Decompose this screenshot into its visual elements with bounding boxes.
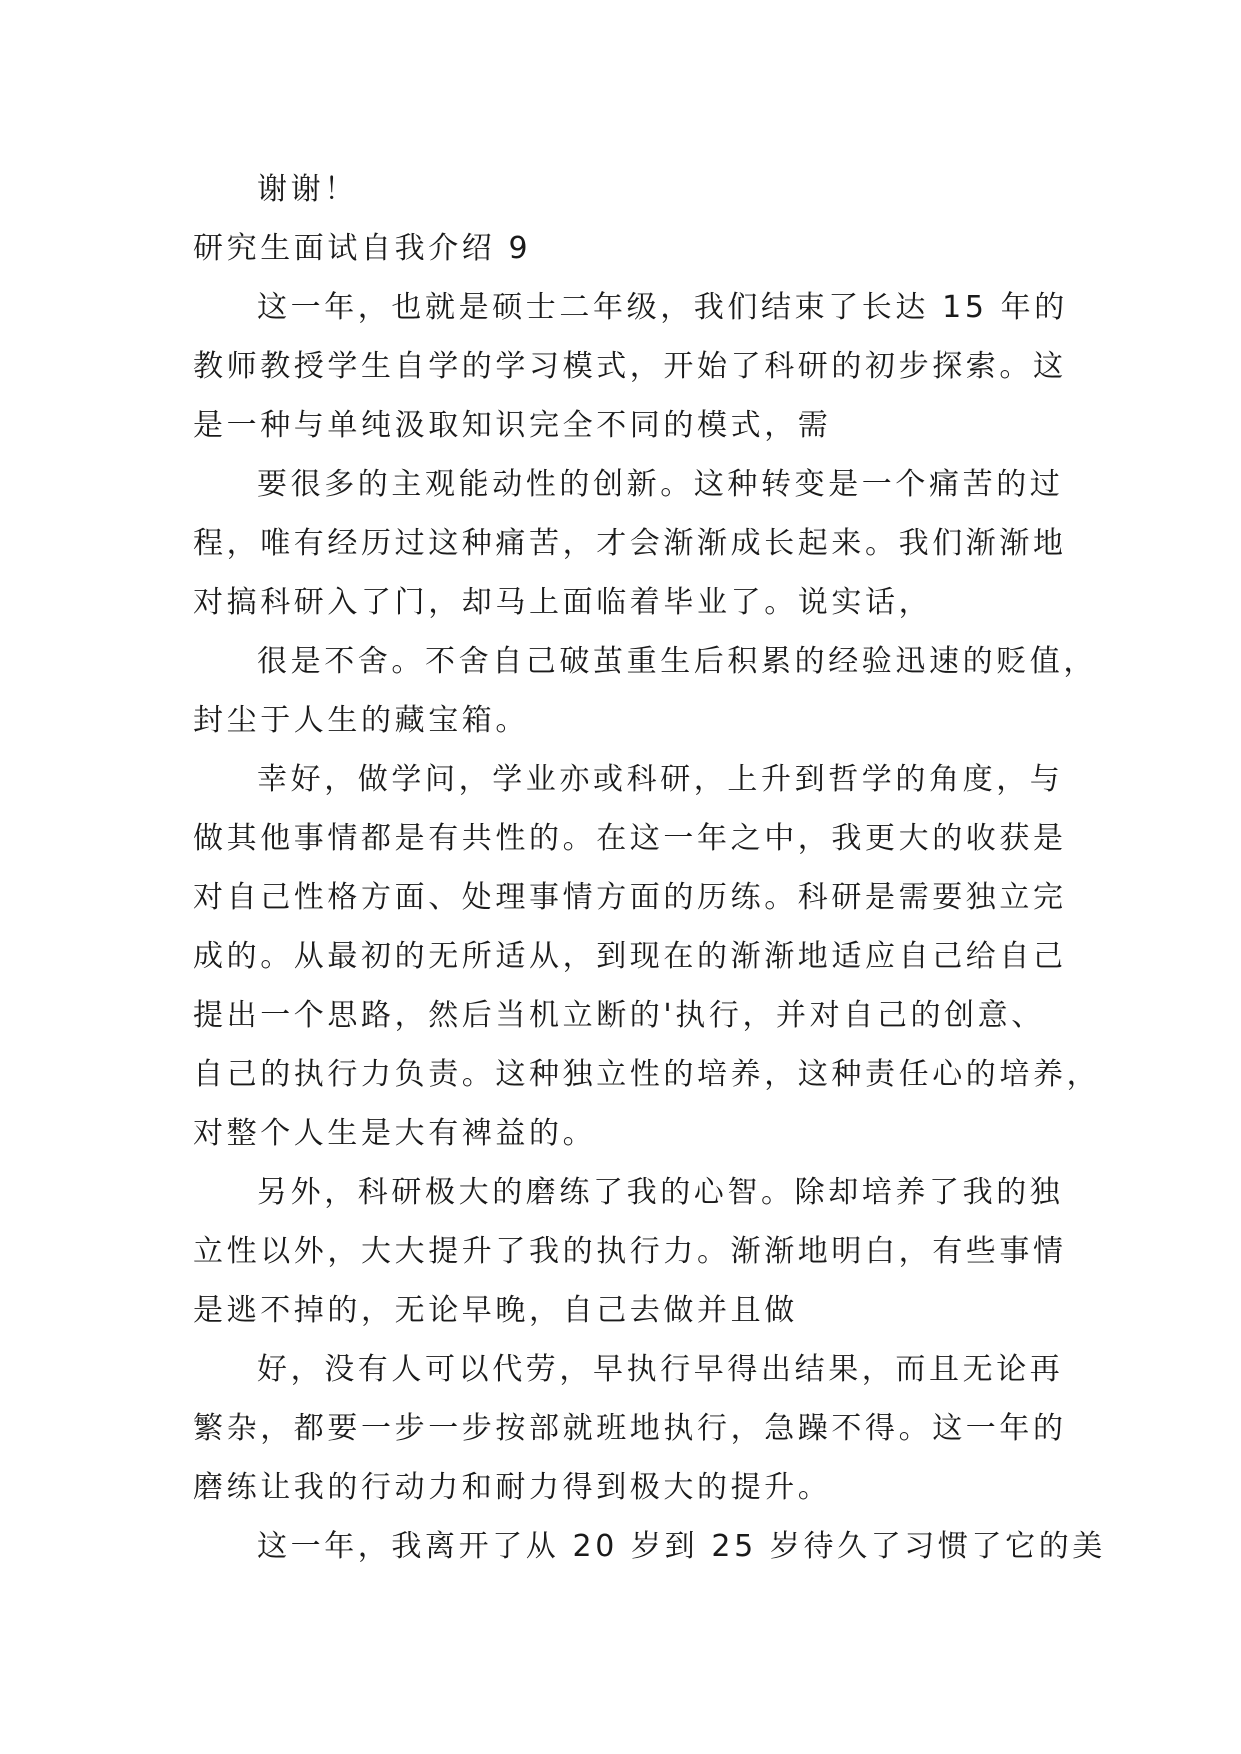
paragraph-line: 另外，科研极大的磨练了我的心智。除却培养了我的独 <box>257 1175 1064 1210</box>
paragraph-line: 很是不舍。不舍自己破茧重生后积累的经验迅速的贬值， <box>257 644 1097 679</box>
paragraph-line: 繁杂，都要一步一步按部就班地执行，急躁不得。这一年的 <box>193 1411 1067 1446</box>
paragraph-line: 对整个人生是大有裨益的。 <box>193 1116 597 1151</box>
paragraph-3 <box>193 632 1097 750</box>
paragraph-1 <box>193 278 1068 455</box>
document-body <box>193 160 1106 1576</box>
paragraph-7 <box>193 1517 1106 1576</box>
paragraph-line: 是逃不掉的，无论早晚，自己去做并且做 <box>193 1293 798 1328</box>
paragraph-line: 自己的执行力负责。这种独立性的培养，这种责任心的培养， <box>193 1057 1101 1092</box>
paragraph-line: 这一年，我离开了从 20 岁到 25 岁待久了习惯了它的美 <box>257 1529 1106 1564</box>
paragraph-line: 幸好，做学问，学业亦或科研，上升到哲学的角度，与 <box>257 762 1064 797</box>
paragraph-line: 程，唯有经历过这种痛苦，才会渐渐成长起来。我们渐渐地 <box>193 526 1067 561</box>
paragraph-line: 教师教授学生自学的学习模式，开始了科研的初步探索。这 <box>193 349 1067 384</box>
paragraph-line: 立性以外，大大提升了我的执行力。渐渐地明白，有些事情 <box>193 1234 1067 1269</box>
paragraph-2 <box>193 455 1067 632</box>
paragraph-line: 好，没有人可以代劳，早执行早得出结果，而且无论再 <box>257 1352 1064 1387</box>
paragraph-6 <box>193 1340 1067 1517</box>
paragraph-5 <box>193 1163 1067 1340</box>
paragraph-line: 封尘于人生的藏宝箱。 <box>193 703 529 738</box>
closing-line: 谢谢！ <box>257 172 358 207</box>
paragraph-line: 这一年，也就是硕士二年级，我们结束了长达 15 年的 <box>257 290 1068 325</box>
paragraph-line: 是一种与单纯汲取知识完全不同的模式，需 <box>193 408 832 443</box>
section-title: 研究生面试自我介绍 9 <box>193 231 532 266</box>
paragraph-line: 成的。从最初的无所适从，到现在的渐渐地适应自己给自己 <box>193 939 1067 974</box>
paragraph-line: 提出一个思路，然后当机立断的'执行，并对自己的创意、 <box>193 998 1045 1033</box>
paragraph-line: 对搞科研入了门，却马上面临着毕业了。说实话， <box>193 585 933 620</box>
paragraph-line: 要很多的主观能动性的创新。这种转变是一个痛苦的过 <box>257 467 1064 502</box>
paragraph-line: 磨练让我的行动力和耐力得到极大的提升。 <box>193 1470 832 1505</box>
paragraph-line: 做其他事情都是有共性的。在这一年之中，我更大的收获是 <box>193 821 1067 856</box>
paragraph-line: 对自己性格方面、处理事情方面的历练。科研是需要独立完 <box>193 880 1067 915</box>
paragraph-4 <box>193 750 1101 1163</box>
